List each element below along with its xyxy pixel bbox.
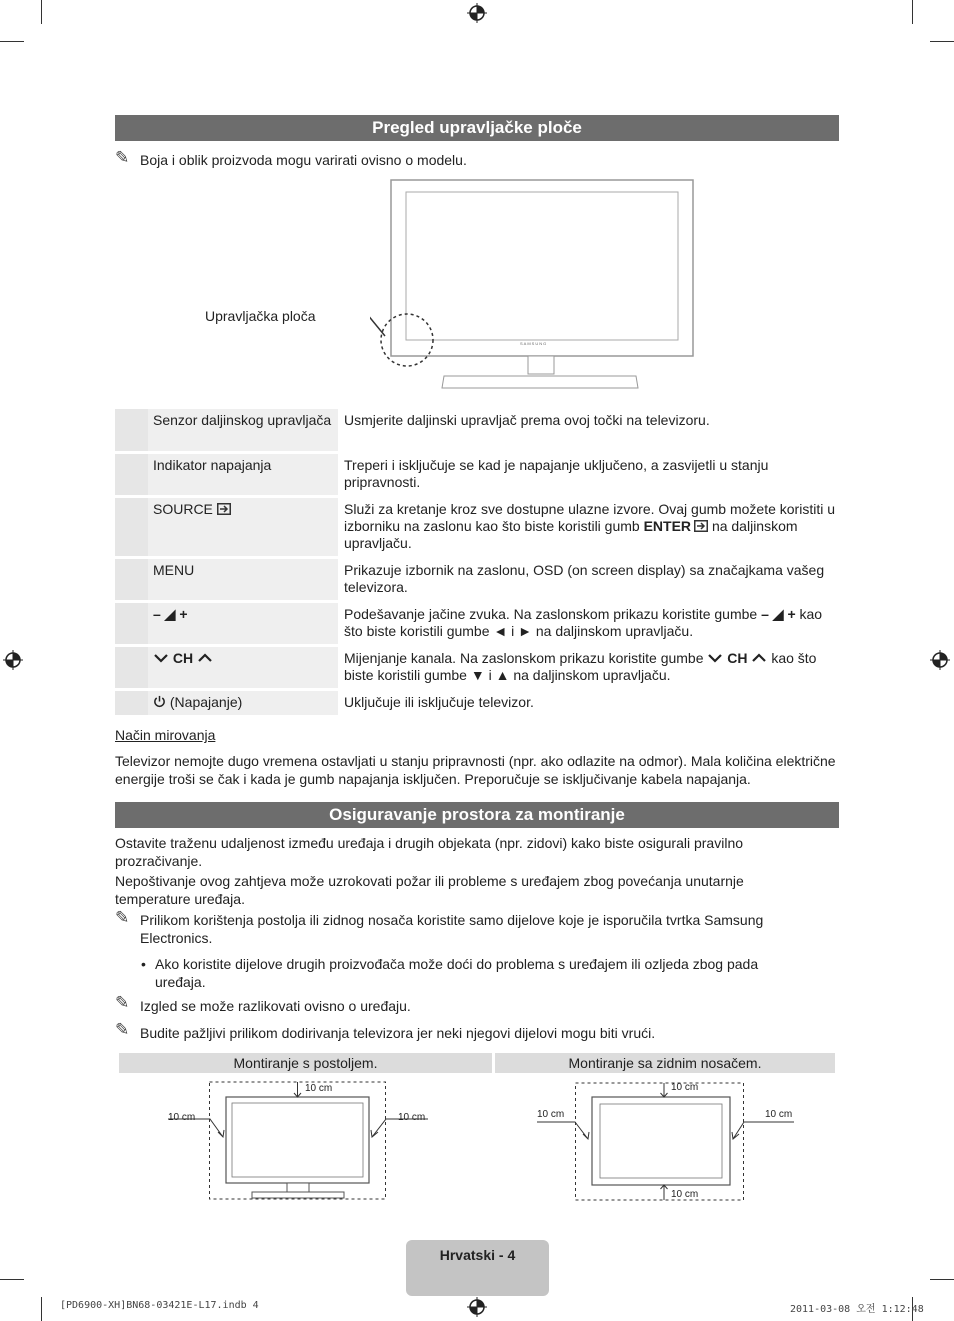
chevron-up-icon [751,653,767,663]
registration-mark-icon [3,650,23,670]
pencil-note-icon: ✎ [115,908,130,927]
control-name: MENU [148,559,338,600]
control-description: Prikazuje izbornik na zaslonu, OSD (on screen display) sa značajkama vašeg televizora. [344,562,825,595]
registration-mark-icon [467,3,487,23]
overheat-warning-text: Nepoštivanje ovog zahtjeva može uzrokovati požar ili probleme s uređajem zbog povećanja unutarnje temperature uređaja. [115,873,744,907]
control-description: Služi za kretanje kroz sve dostupne ulazne izvore. Ovaj gumb možete koristiti u izborniku na zaslonu kao što biste koristili gumb ENTER na daljinskom upravljaču. [344,501,836,551]
crop-mark [41,1297,42,1321]
other-parts-warning: Ako koristite dijelove drugih proizvođača može doći do problema s uređajem ili ozljeda zbog pada uređaja. [155,956,759,990]
control-description: Mijenjanje kanala. Na zaslonskom prikazu koristite gumbe CH kao što biste koristili gumbe ▼ i ▲ na daljinskom upravljaču. [344,650,817,683]
control-panel-callout: Upravljačka ploča [205,308,316,324]
table-row [115,603,839,644]
ventilation-text: Ostavite traženu udaljenost između uređaja i drugih objekata (npr. zidovi) kako biste osigurali pravilno prozračivanje. [115,835,744,869]
stand-mount-diagram [160,1078,440,1202]
tv-brand-logo: SAMSUNG [520,341,548,346]
distance-label-top: 10 cm [671,1082,699,1093]
enter-icon [694,520,708,532]
wall-mount-header: Montiranje sa zidnim nosačem. [495,1053,835,1073]
enter-icon [217,503,231,515]
table-row [115,559,839,600]
control-name-channel: CH [148,647,338,688]
standby-text: Televizor nemojte dugo vremena ostavljati u stanju pripravnosti (npr. ako odlazite na odmor). Mala količina električne energije troši se čak i kada je gumb napajanja isključen. Preporučuje se isključivanje kabela napajanja. [115,753,836,787]
control-name-source: SOURCE [148,498,338,556]
samsung-parts-note: Prilikom korištenja postolja ili zidnog nosača koristite samo dijelove koje je isporučila tvrtka Samsung Electronics. [140,912,764,946]
section-title-mounting-space: Osiguravanje prostora za montiranje [115,802,839,828]
power-icon [153,695,166,708]
stand-mount-header: Montiranje s postoljem. [119,1053,492,1073]
control-name: Senzor daljinskog upravljača [148,409,338,451]
registration-mark-icon [467,1297,487,1317]
print-date: 2011-03-08 오전 1:12:48 [790,1304,924,1315]
table-row [115,691,839,715]
model-note: Boja i oblik proizvoda mogu varirati ovisno o modelu. [140,152,467,168]
print-file-info: [PD6900-XH]BN68-03421E-L17.indb 4 [60,1300,259,1311]
chevron-down-icon [153,653,169,663]
table-row [115,498,839,556]
bullet-dot: • [141,956,146,972]
crop-mark [0,41,24,42]
control-name-power: (Napajanje) [148,691,338,715]
hot-parts-note: Budite pažljivi prilikom dodirivanja televizora jer neki njegovi dijelovi mogu biti vrući. [140,1025,656,1041]
chevron-down-icon [707,653,723,663]
control-description: Podešavanje jačine zvuka. Na zaslonskom prikazu koristite gumbe – ◢ + kao što biste koristili gumbe ◄ i ► na daljinskom upravljaču. [344,606,823,639]
pencil-note-icon: ✎ [115,148,130,167]
control-description: Treperi i isključuje se kad je napajanje uključeno, a zasvijetli u stanju pripravnosti. [344,457,769,490]
registration-mark-icon [930,650,950,670]
distance-label-right: 10 cm [765,1109,793,1120]
distance-label-top: 10 cm [305,1083,333,1094]
distance-label-left: 10 cm [168,1112,196,1123]
section-title-control-panel: Pregled upravljačke ploče [115,115,839,141]
crop-mark [930,1279,954,1280]
pencil-note-icon: ✎ [115,993,130,1012]
crop-mark [930,41,954,42]
appearance-note: Izgled se može razlikovati ovisno o uređaju. [140,998,411,1014]
crop-mark [912,0,913,24]
control-name-volume: – ◢ + [148,603,338,644]
table-row [115,647,839,688]
wall-mount-diagram [530,1077,810,1203]
control-description: Usmjerite daljinski upravljač prema ovoj točki na televizoru. [344,412,710,428]
page-number: Hrvatski - 4 [439,1247,516,1263]
distance-label-bottom: 10 cm [671,1189,699,1200]
table-row [115,454,839,495]
crop-mark [0,1279,24,1280]
crop-mark [41,0,42,24]
distance-label-left: 10 cm [537,1109,565,1120]
control-description: Uključuje ili isključuje televizor. [344,694,534,710]
standby-heading: Način mirovanja [115,727,216,743]
tv-front-illustration [370,178,700,394]
pencil-note-icon: ✎ [115,1020,130,1039]
chevron-up-icon [197,653,213,663]
table-row [115,409,839,451]
distance-label-right: 10 cm [398,1112,426,1123]
controls-table [115,406,839,718]
control-name: Indikator napajanja [148,454,338,495]
